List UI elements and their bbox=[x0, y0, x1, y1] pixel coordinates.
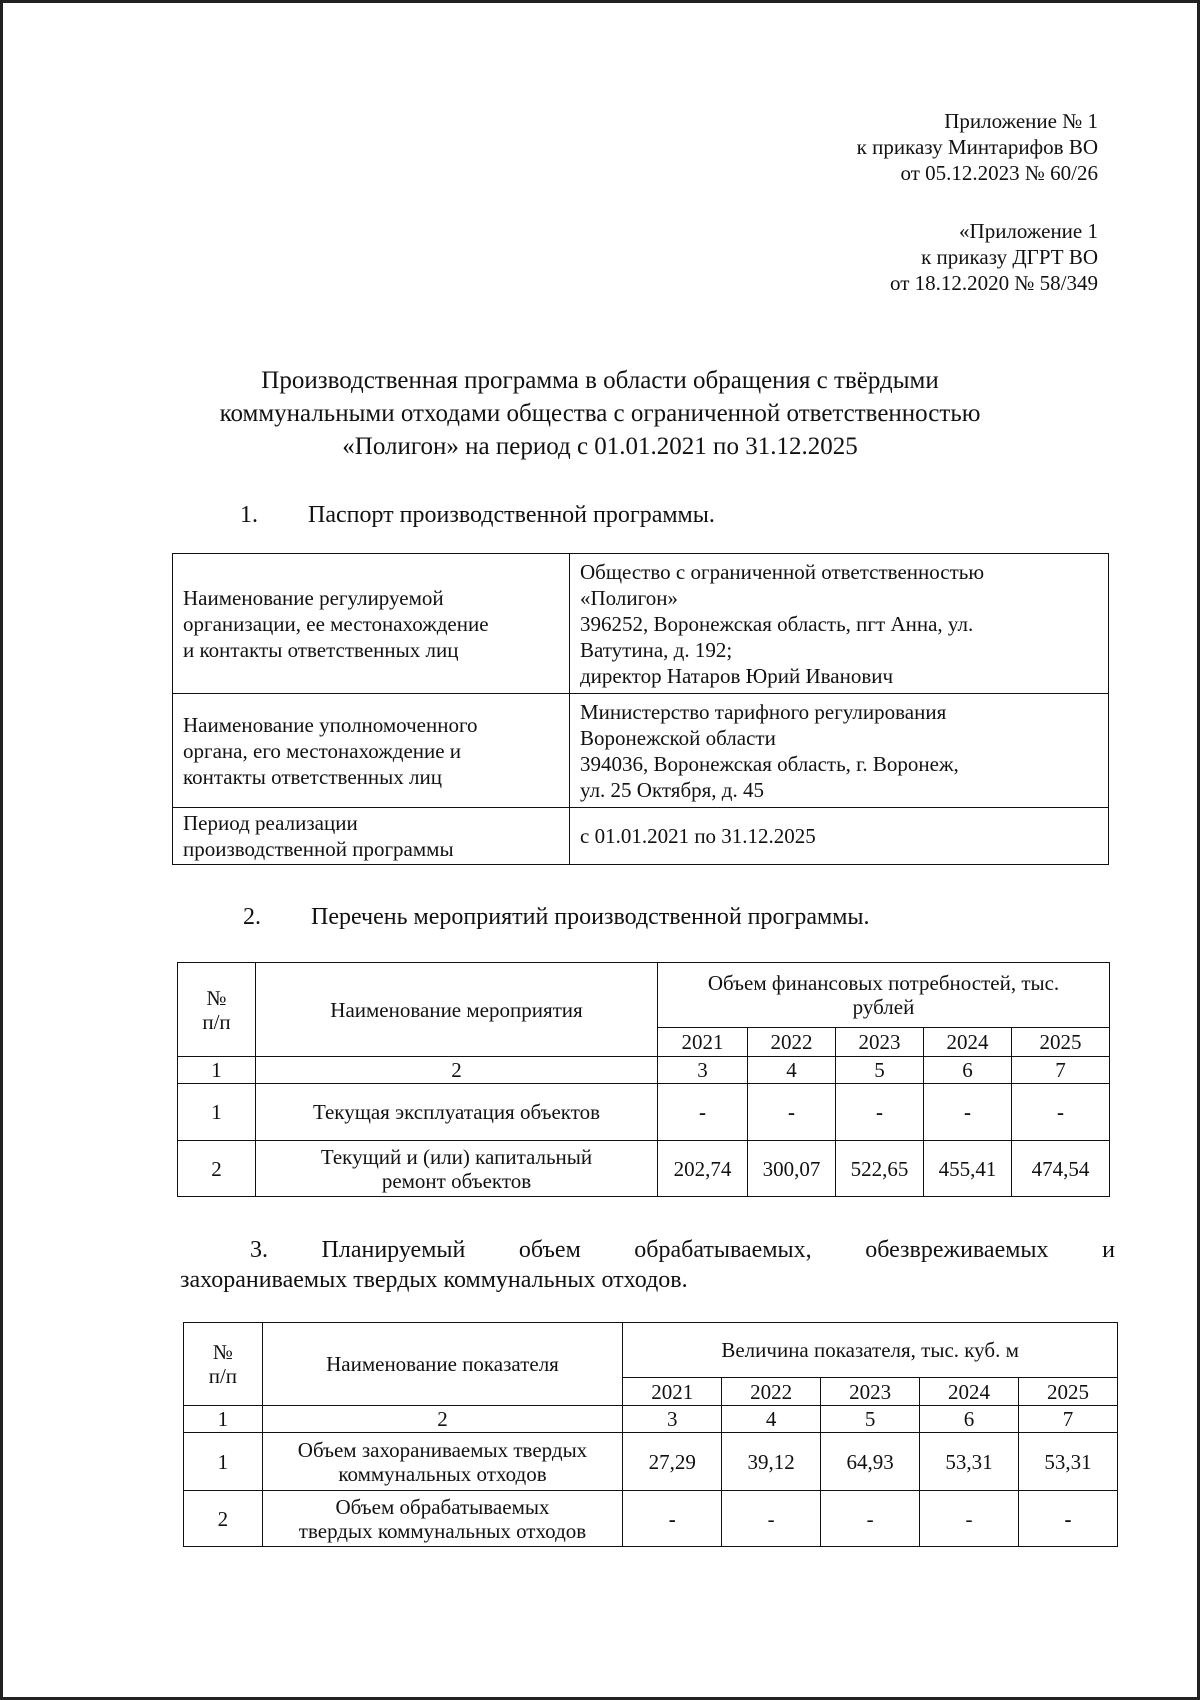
table-row bbox=[173, 554, 1109, 694]
table-cell: 53,31 bbox=[920, 1433, 1019, 1491]
table-cell: 7 bbox=[1012, 1057, 1110, 1084]
heading-word: Планируемый bbox=[321, 1237, 466, 1263]
table-cell: 2 bbox=[184, 1491, 263, 1547]
table-cell bbox=[262, 1433, 622, 1491]
cell-line: № bbox=[212, 1340, 233, 1364]
table-cell: 2 bbox=[262, 1406, 622, 1433]
col-header-year: 2024 bbox=[924, 1028, 1012, 1057]
col-header-year: 2022 bbox=[748, 1028, 836, 1057]
cell-line: 396252, Воронежская область, пгт Анна, ул. bbox=[580, 611, 974, 636]
appendix-header-current bbox=[857, 108, 1098, 186]
table-cell: 53,31 bbox=[1019, 1433, 1118, 1491]
cell-line: Текущий и (или) капитальный bbox=[320, 1144, 593, 1169]
table-header-row bbox=[178, 963, 1110, 1028]
table-cell: 1 bbox=[184, 1433, 263, 1491]
table-cell: - bbox=[623, 1491, 722, 1547]
table-cell: 3 bbox=[658, 1057, 748, 1084]
passport-label bbox=[173, 554, 570, 694]
table-cell: 6 bbox=[924, 1057, 1012, 1084]
table-cell: 64,93 bbox=[821, 1433, 920, 1491]
col-header-year: 2024 bbox=[920, 1378, 1019, 1406]
cell-line: производственной программы bbox=[183, 837, 454, 861]
col-header-year: 2021 bbox=[658, 1028, 748, 1057]
cell-line: Министерство тарифного регулирования bbox=[580, 699, 947, 724]
cell-line: Общество с ограниченной ответственностью bbox=[580, 559, 985, 584]
table-cell: 27,29 bbox=[623, 1433, 722, 1491]
title-line: Производственная программа в области обращения с твёрдыми bbox=[261, 367, 939, 394]
cell-line: Воронежской области bbox=[580, 725, 776, 750]
cell-line: «Полигон» bbox=[580, 585, 678, 610]
col-header-year: 2025 bbox=[1019, 1378, 1118, 1406]
table-cell: - bbox=[924, 1084, 1012, 1141]
col-header-year: 2023 bbox=[836, 1028, 924, 1057]
table-cell: - bbox=[1019, 1491, 1118, 1547]
section-title: Перечень мероприятий производственной программы. bbox=[311, 904, 870, 930]
passport-value bbox=[570, 694, 1109, 808]
passport-label bbox=[173, 694, 570, 808]
cell-line: организации, ее местонахождение bbox=[183, 611, 489, 636]
table-row bbox=[178, 1084, 1110, 1141]
heading-line bbox=[180, 1235, 1115, 1265]
table-cell: 6 bbox=[920, 1406, 1019, 1433]
passport-table bbox=[172, 553, 1109, 865]
table-header-row bbox=[184, 1323, 1118, 1378]
table-cell: - bbox=[658, 1084, 748, 1141]
cell-line: рублей bbox=[852, 995, 915, 1019]
cell-line: с 01.01.2021 по 31.12.2025 bbox=[580, 824, 816, 848]
table-cell bbox=[256, 1141, 658, 1197]
section-3-heading bbox=[180, 1235, 1115, 1295]
passport-label bbox=[173, 808, 570, 865]
section-2-heading bbox=[243, 902, 870, 932]
cell-line: № bbox=[206, 985, 227, 1010]
heading-word: объем bbox=[518, 1237, 581, 1263]
cell-line: Наименование регулируемой bbox=[183, 585, 444, 610]
table-cell: 1 bbox=[184, 1406, 263, 1433]
table-row bbox=[173, 694, 1109, 808]
heading-word: обезвреживаемых bbox=[865, 1237, 1049, 1263]
section-title: Паспорт производственной программы. bbox=[308, 502, 715, 528]
table-row bbox=[173, 808, 1109, 865]
table-cell: - bbox=[722, 1491, 821, 1547]
appendix-line: к приказу ДГРТ ВО bbox=[921, 245, 1098, 269]
col-header-name: Наименование показателя bbox=[262, 1323, 622, 1406]
table-cell: 5 bbox=[821, 1406, 920, 1433]
cell-line: и контакты ответственных лиц bbox=[183, 637, 459, 662]
cell-line: 394036, Воронежская область, г. Воронеж, bbox=[580, 751, 959, 776]
table-cell: - bbox=[748, 1084, 836, 1141]
cell-line: коммунальных отходов bbox=[338, 1461, 547, 1486]
cell-line: п/п bbox=[202, 1009, 231, 1034]
title-line: «Полигон» на период с 01.01.2021 по 31.12.2025 bbox=[342, 433, 858, 460]
table-cell: 4 bbox=[748, 1057, 836, 1084]
appendix-line: к приказу Минтарифов ВО bbox=[856, 135, 1098, 159]
table-cell: 2 bbox=[256, 1057, 658, 1084]
table-row bbox=[184, 1433, 1118, 1491]
cell-line: ул. 25 Октября, д. 45 bbox=[580, 777, 764, 802]
table-cell: - bbox=[1012, 1084, 1110, 1141]
section-number: 2. bbox=[243, 904, 261, 930]
cell-line: контакты ответственных лиц bbox=[183, 764, 442, 789]
cell-line: Объем финансовых потребностей, тыс. bbox=[707, 971, 1060, 995]
measures-table bbox=[177, 962, 1110, 1197]
col-header-name: Наименование мероприятия bbox=[256, 963, 658, 1057]
section-1-heading bbox=[240, 500, 715, 530]
table-cell: 522,65 bbox=[836, 1141, 924, 1197]
col-header-group bbox=[658, 963, 1110, 1028]
appendix-line: от 18.12.2020 № 58/349 bbox=[889, 271, 1098, 295]
section-number: 1. bbox=[240, 502, 258, 528]
heading-word: и bbox=[1102, 1237, 1115, 1263]
col-header-number bbox=[184, 1323, 263, 1406]
table-cell: 1 bbox=[178, 1084, 256, 1141]
appendix-header-original bbox=[890, 218, 1098, 296]
cell-line: Объем обрабатываемых bbox=[335, 1494, 550, 1519]
cell-line: директор Натаров Юрий Иванович bbox=[580, 663, 894, 688]
cell-line: Период реализации bbox=[183, 811, 358, 835]
heading-line: захораниваемых твердых коммунальных отходов. bbox=[180, 1267, 688, 1293]
col-header-year: 2023 bbox=[821, 1378, 920, 1406]
col-header-year: 2022 bbox=[722, 1378, 821, 1406]
appendix-line: «Приложение 1 bbox=[959, 219, 1098, 243]
passport-value bbox=[570, 808, 1109, 865]
col-header-year: 2025 bbox=[1012, 1028, 1110, 1057]
cell-line: ремонт объектов bbox=[381, 1168, 532, 1193]
table-cell: 3 bbox=[623, 1406, 722, 1433]
table-cell: 202,74 bbox=[658, 1141, 748, 1197]
cell-line: Наименование уполномоченного bbox=[183, 712, 478, 737]
section-number: 3. bbox=[250, 1237, 268, 1263]
table-cell bbox=[262, 1491, 622, 1547]
col-header-year: 2021 bbox=[623, 1378, 722, 1406]
table-cell: - bbox=[836, 1084, 924, 1141]
table-cell: Текущая эксплуатация объектов bbox=[256, 1084, 658, 1141]
appendix-line: от 05.12.2023 № 60/26 bbox=[900, 161, 1098, 185]
cell-line: твердых коммунальных отходов bbox=[298, 1518, 587, 1543]
table-row bbox=[178, 1141, 1110, 1197]
table-cell: 1 bbox=[178, 1057, 256, 1084]
table-cell: 7 bbox=[1019, 1406, 1118, 1433]
table-cell: 5 bbox=[836, 1057, 924, 1084]
table-cell: 4 bbox=[722, 1406, 821, 1433]
col-header-group: Величина показателя, тыс. куб. м bbox=[623, 1323, 1118, 1378]
index-row bbox=[178, 1057, 1110, 1084]
cell-line: Ватутина, д. 192; bbox=[580, 637, 733, 662]
col-header-number bbox=[178, 963, 256, 1057]
table-cell: - bbox=[920, 1491, 1019, 1547]
table-cell: 455,41 bbox=[924, 1141, 1012, 1197]
cell-line: Объем захораниваемых твердых bbox=[297, 1437, 588, 1462]
table-cell: 300,07 bbox=[748, 1141, 836, 1197]
appendix-line: Приложение № 1 bbox=[944, 109, 1098, 133]
table-cell: 2 bbox=[178, 1141, 256, 1197]
cell-line: п/п bbox=[208, 1364, 238, 1388]
document-title bbox=[150, 364, 1050, 463]
heading-word: обрабатываемых, bbox=[634, 1237, 812, 1263]
table-cell: 39,12 bbox=[722, 1433, 821, 1491]
table-cell: - bbox=[821, 1491, 920, 1547]
passport-value bbox=[570, 554, 1109, 694]
index-row bbox=[184, 1406, 1118, 1433]
title-line: коммунальными отходами общества с ограниченной ответственностью bbox=[219, 400, 981, 427]
cell-line: органа, его местонахождение и bbox=[183, 738, 462, 763]
table-cell: 474,54 bbox=[1012, 1141, 1110, 1197]
table-row bbox=[184, 1491, 1118, 1547]
waste-volume-table bbox=[183, 1322, 1118, 1547]
